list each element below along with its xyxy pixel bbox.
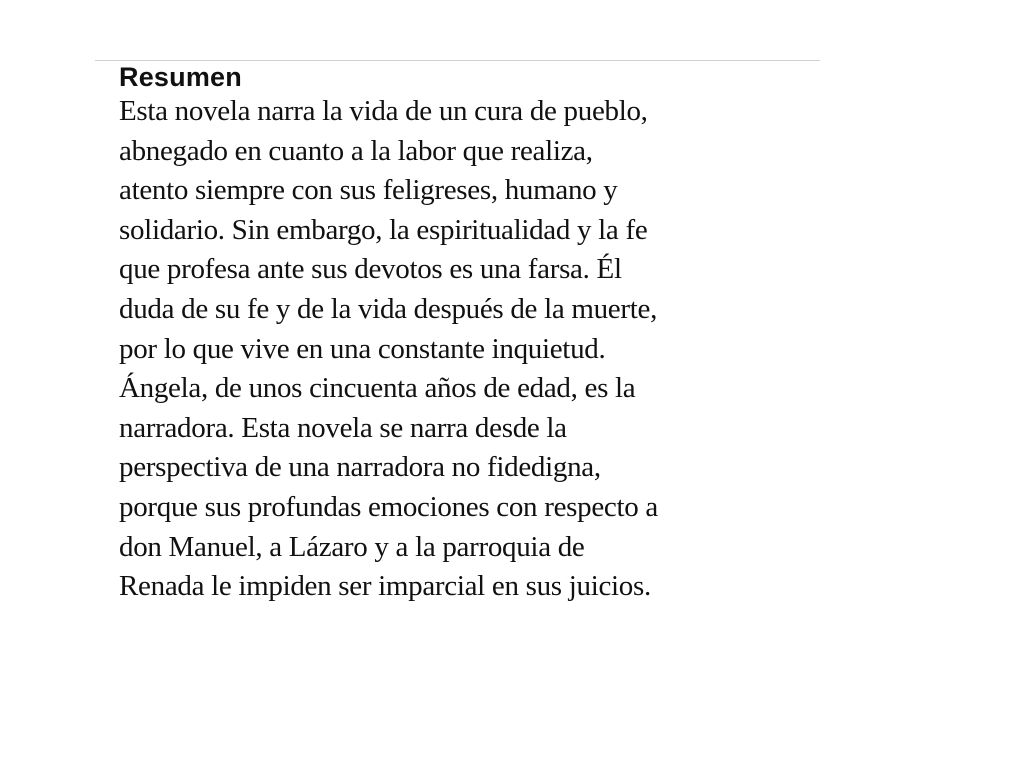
summary-line: que profesa ante sus devotos es una farsa. Él	[119, 253, 622, 286]
summary-line: Esta novela narra la vida de un cura de pueblo,	[119, 95, 648, 127]
summary-line: por lo que vive en una constante inquietud.	[119, 332, 606, 365]
summary-line: solidario. Sin embargo, la espiritualidad y la fe	[119, 213, 648, 246]
summary-line: atento siempre con sus feligreses, humano y	[119, 174, 618, 207]
summary-line: Ángela, de unos cincuenta años de edad, es la	[119, 372, 636, 405]
summary-title: Resumen	[119, 62, 242, 92]
summary-line: narradora. Esta novela se narra desde la	[119, 411, 567, 444]
summary-line: abnegado en cuanto a la labor que realiza,	[119, 134, 593, 167]
summary-line: don Manuel, a Lázaro y a la parroquia de	[119, 530, 585, 563]
summary-line: Renada le impiden ser imparcial en sus juicios.	[119, 570, 651, 603]
summary-line: duda de su fe y de la vida después de la muerte,	[119, 292, 658, 325]
summary-body	[119, 92, 799, 607]
top-divider	[95, 60, 820, 61]
summary-document	[119, 62, 799, 607]
summary-line: porque sus profundas emociones con respecto a	[119, 490, 658, 523]
summary-line: perspectiva de una narradora no fidedigna,	[119, 451, 601, 484]
